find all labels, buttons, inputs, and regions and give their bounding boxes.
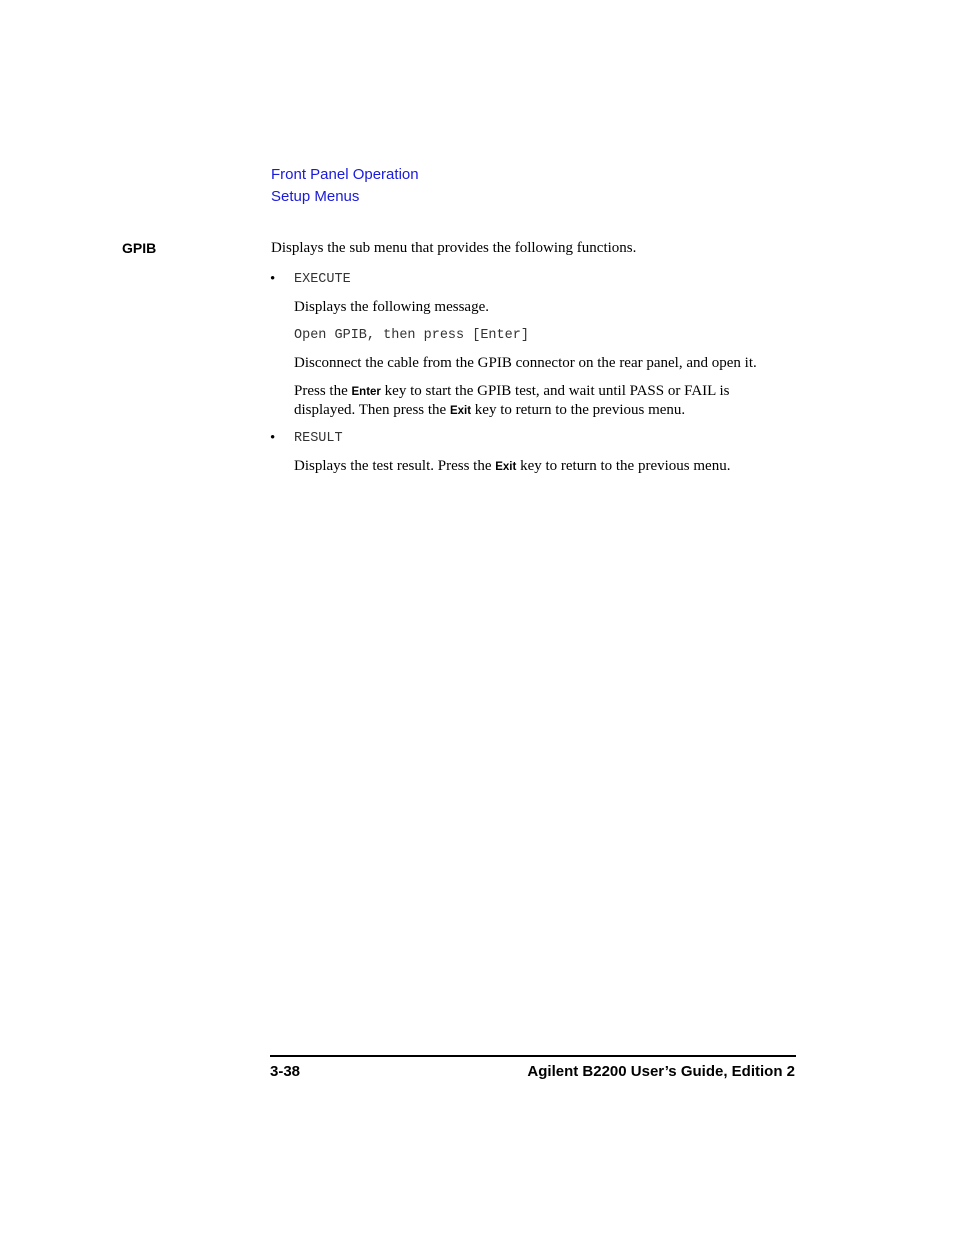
section-intro: Displays the sub menu that provides the following functions.	[271, 240, 637, 256]
execute-press-text-1: Press the	[294, 383, 352, 399]
execute-press-line-2	[294, 401, 685, 421]
section-heading: GPIB	[122, 240, 157, 256]
result-text-1: Displays the test result. Press the	[294, 458, 496, 474]
footer-title: Agilent B2200 User’s Guide, Edition 2	[527, 1063, 795, 1080]
exit-key-label: Exit	[449, 405, 472, 417]
execute-press-text-2: key to start the GPIB test, and wait until PASS or FAIL is	[380, 383, 730, 399]
exit-key-label: Exit	[495, 461, 517, 473]
execute-description: Displays the following message.	[294, 299, 489, 315]
breadcrumb-front-panel-operation-link[interactable]: Front Panel Operation	[271, 166, 419, 183]
breadcrumb-setup-menus-link[interactable]: Setup Menus	[271, 188, 360, 205]
execute-message: Open GPIB, then press [Enter]	[294, 328, 529, 343]
result-text-2: key to return to the previous menu.	[516, 458, 731, 474]
bullet-result: •	[270, 430, 276, 446]
execute-press-text-4: key to return to the previous menu.	[471, 402, 686, 418]
execute-label: EXECUTE	[294, 272, 351, 287]
execute-press-line-1	[294, 382, 730, 402]
execute-press-text-3: displayed. Then press the	[294, 402, 450, 418]
bullet-execute: •	[270, 271, 276, 287]
enter-key-label: Enter	[351, 386, 381, 398]
footer-rule	[270, 1055, 796, 1057]
page-number: 3-38	[270, 1063, 301, 1080]
execute-disconnect-text: Disconnect the cable from the GPIB connector on the rear panel, and open it.	[294, 355, 757, 371]
result-label: RESULT	[294, 431, 343, 446]
result-description	[294, 457, 730, 477]
